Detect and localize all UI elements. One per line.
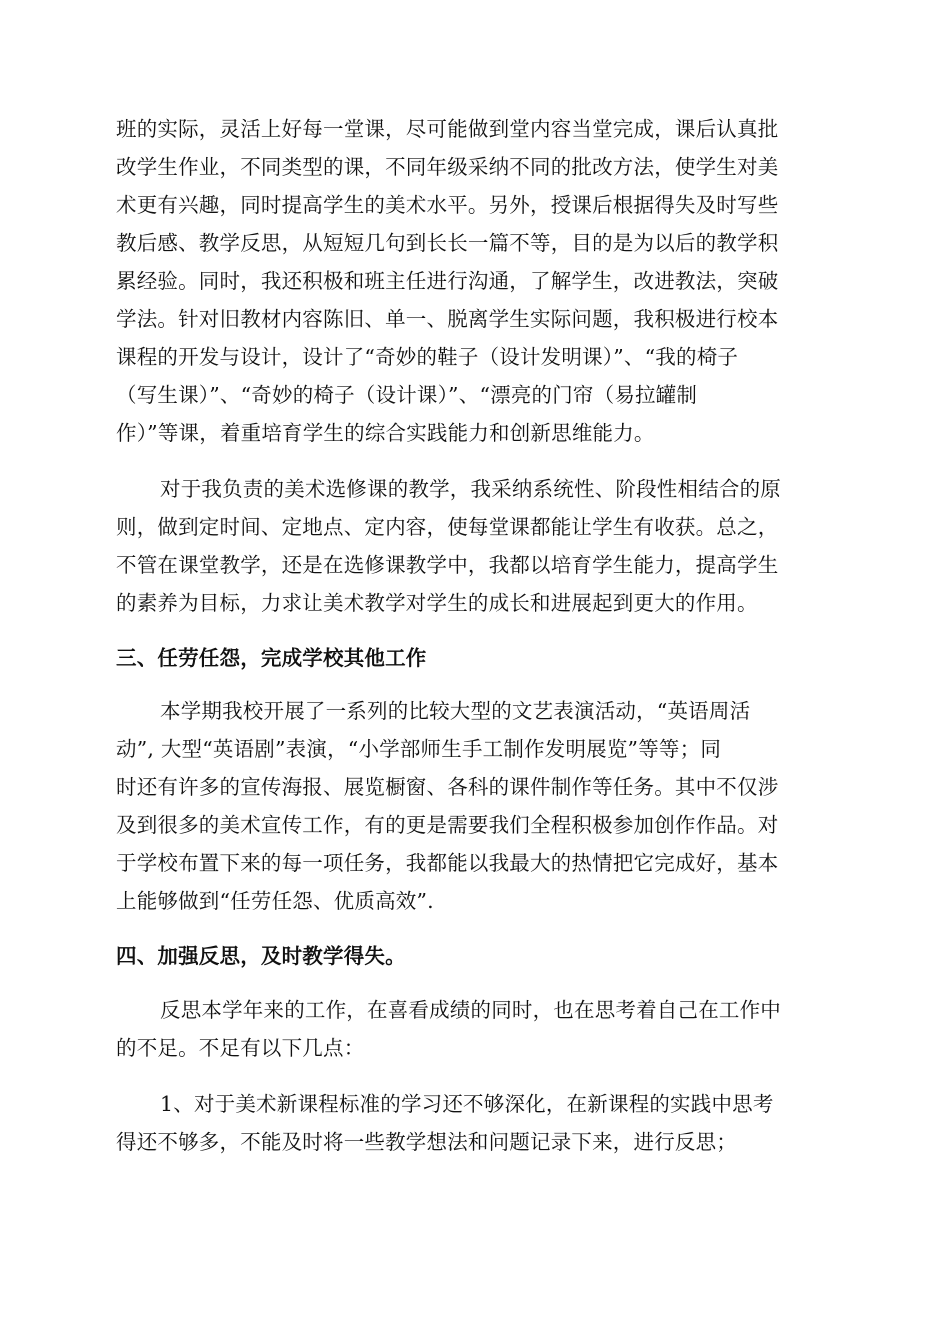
text-line: 累经验。同时，我还积极和班主任进行沟通，了解学生，改进教法，突破: [116, 269, 779, 293]
text-line: 改学生作业，不同类型的课，不同年级采纳不同的批改方法，使学生对美: [116, 155, 779, 179]
text-line: 上能够做到“任劳任怨、优质高效”.: [116, 889, 434, 913]
text-line: 班的实际，灵活上好每一堂课，尽可能做到堂内容当堂完成，课后认真批: [116, 117, 779, 141]
text-line: 则，做到定时间、定地点、定内容，使每堂课都能让学生有收获。总之，: [116, 515, 779, 539]
text-line: 得还不够多，不能及时将一些教学想法和问题记录下来，进行反思；: [116, 1130, 737, 1154]
text-line: 1、对于美术新课程标准的学习还不够深化，在新课程的实践中思考: [160, 1092, 774, 1116]
text-line: 动”, 大型“英语剧”表演，“小学部师生手工制作发明展览”等等；同: [116, 737, 722, 761]
text-line: 术更有兴趣，同时提高学生的美术水平。另外，授课后根据得失及时写些: [116, 193, 779, 217]
text-line: 本学期我校开展了一系列的比较大型的文艺表演活动，“英语周活: [160, 699, 751, 723]
section-heading-4: [116, 937, 836, 975]
text-line: 时还有许多的宣传海报、展览橱窗、各科的课件制作等任务。其中不仅涉: [116, 775, 779, 799]
text-line: 不管在课堂教学，还是在选修课教学中，我都以培育学生能力，提高学生: [116, 553, 779, 577]
text-line: 对于我负责的美术选修课的教学，我采纳系统性、阶段性相结合的原: [160, 477, 781, 501]
paragraph-elective-course: [116, 470, 836, 622]
heading-text: 四、加强反思，及时教学得失。: [116, 944, 406, 968]
text-line: 课程的开发与设计，设计了“奇妙的鞋子（设计发明课）”、“我的椅子: [116, 345, 739, 369]
text-line: 学法。针对旧教材内容陈旧、单一、脱离学生实际问题，我积极进行校本: [116, 307, 779, 331]
paragraph-school-activities: [116, 692, 836, 920]
text-line: （写生课）”、“奇妙的椅子（设计课）”、“漂亮的门帘（易拉罐制: [116, 383, 698, 407]
paragraph-shortcoming-1: [116, 1085, 836, 1161]
text-line: 及到很多的美术宣传工作，有的更是需要我们全程积极参加创作作品。对: [116, 813, 779, 837]
section-heading-3: [116, 639, 836, 677]
text-line: 作）”等课，着重培育学生的综合实践能力和创新思维能力。: [116, 421, 655, 445]
text-line: 的素养为目标，力求让美术教学对学生的成长和进展起到更大的作用。: [116, 591, 758, 615]
paragraph-reflection: [116, 991, 836, 1067]
paragraph-teaching-practice: [116, 110, 836, 452]
text-line: 的不足。不足有以下几点：: [116, 1036, 365, 1060]
heading-text: 三、任劳任怨，完成学校其他工作: [116, 646, 427, 670]
text-line: 反思本学年来的工作，在喜看成绩的同时，也在思考着自己在工作中: [160, 998, 781, 1022]
text-line: 于学校布置下来的每一项任务，我都能以我最大的热情把它完成好，基本: [116, 851, 779, 875]
text-line: 教后感、教学反思，从短短几句到长长一篇不等，目的是为以后的教学积: [116, 231, 779, 255]
